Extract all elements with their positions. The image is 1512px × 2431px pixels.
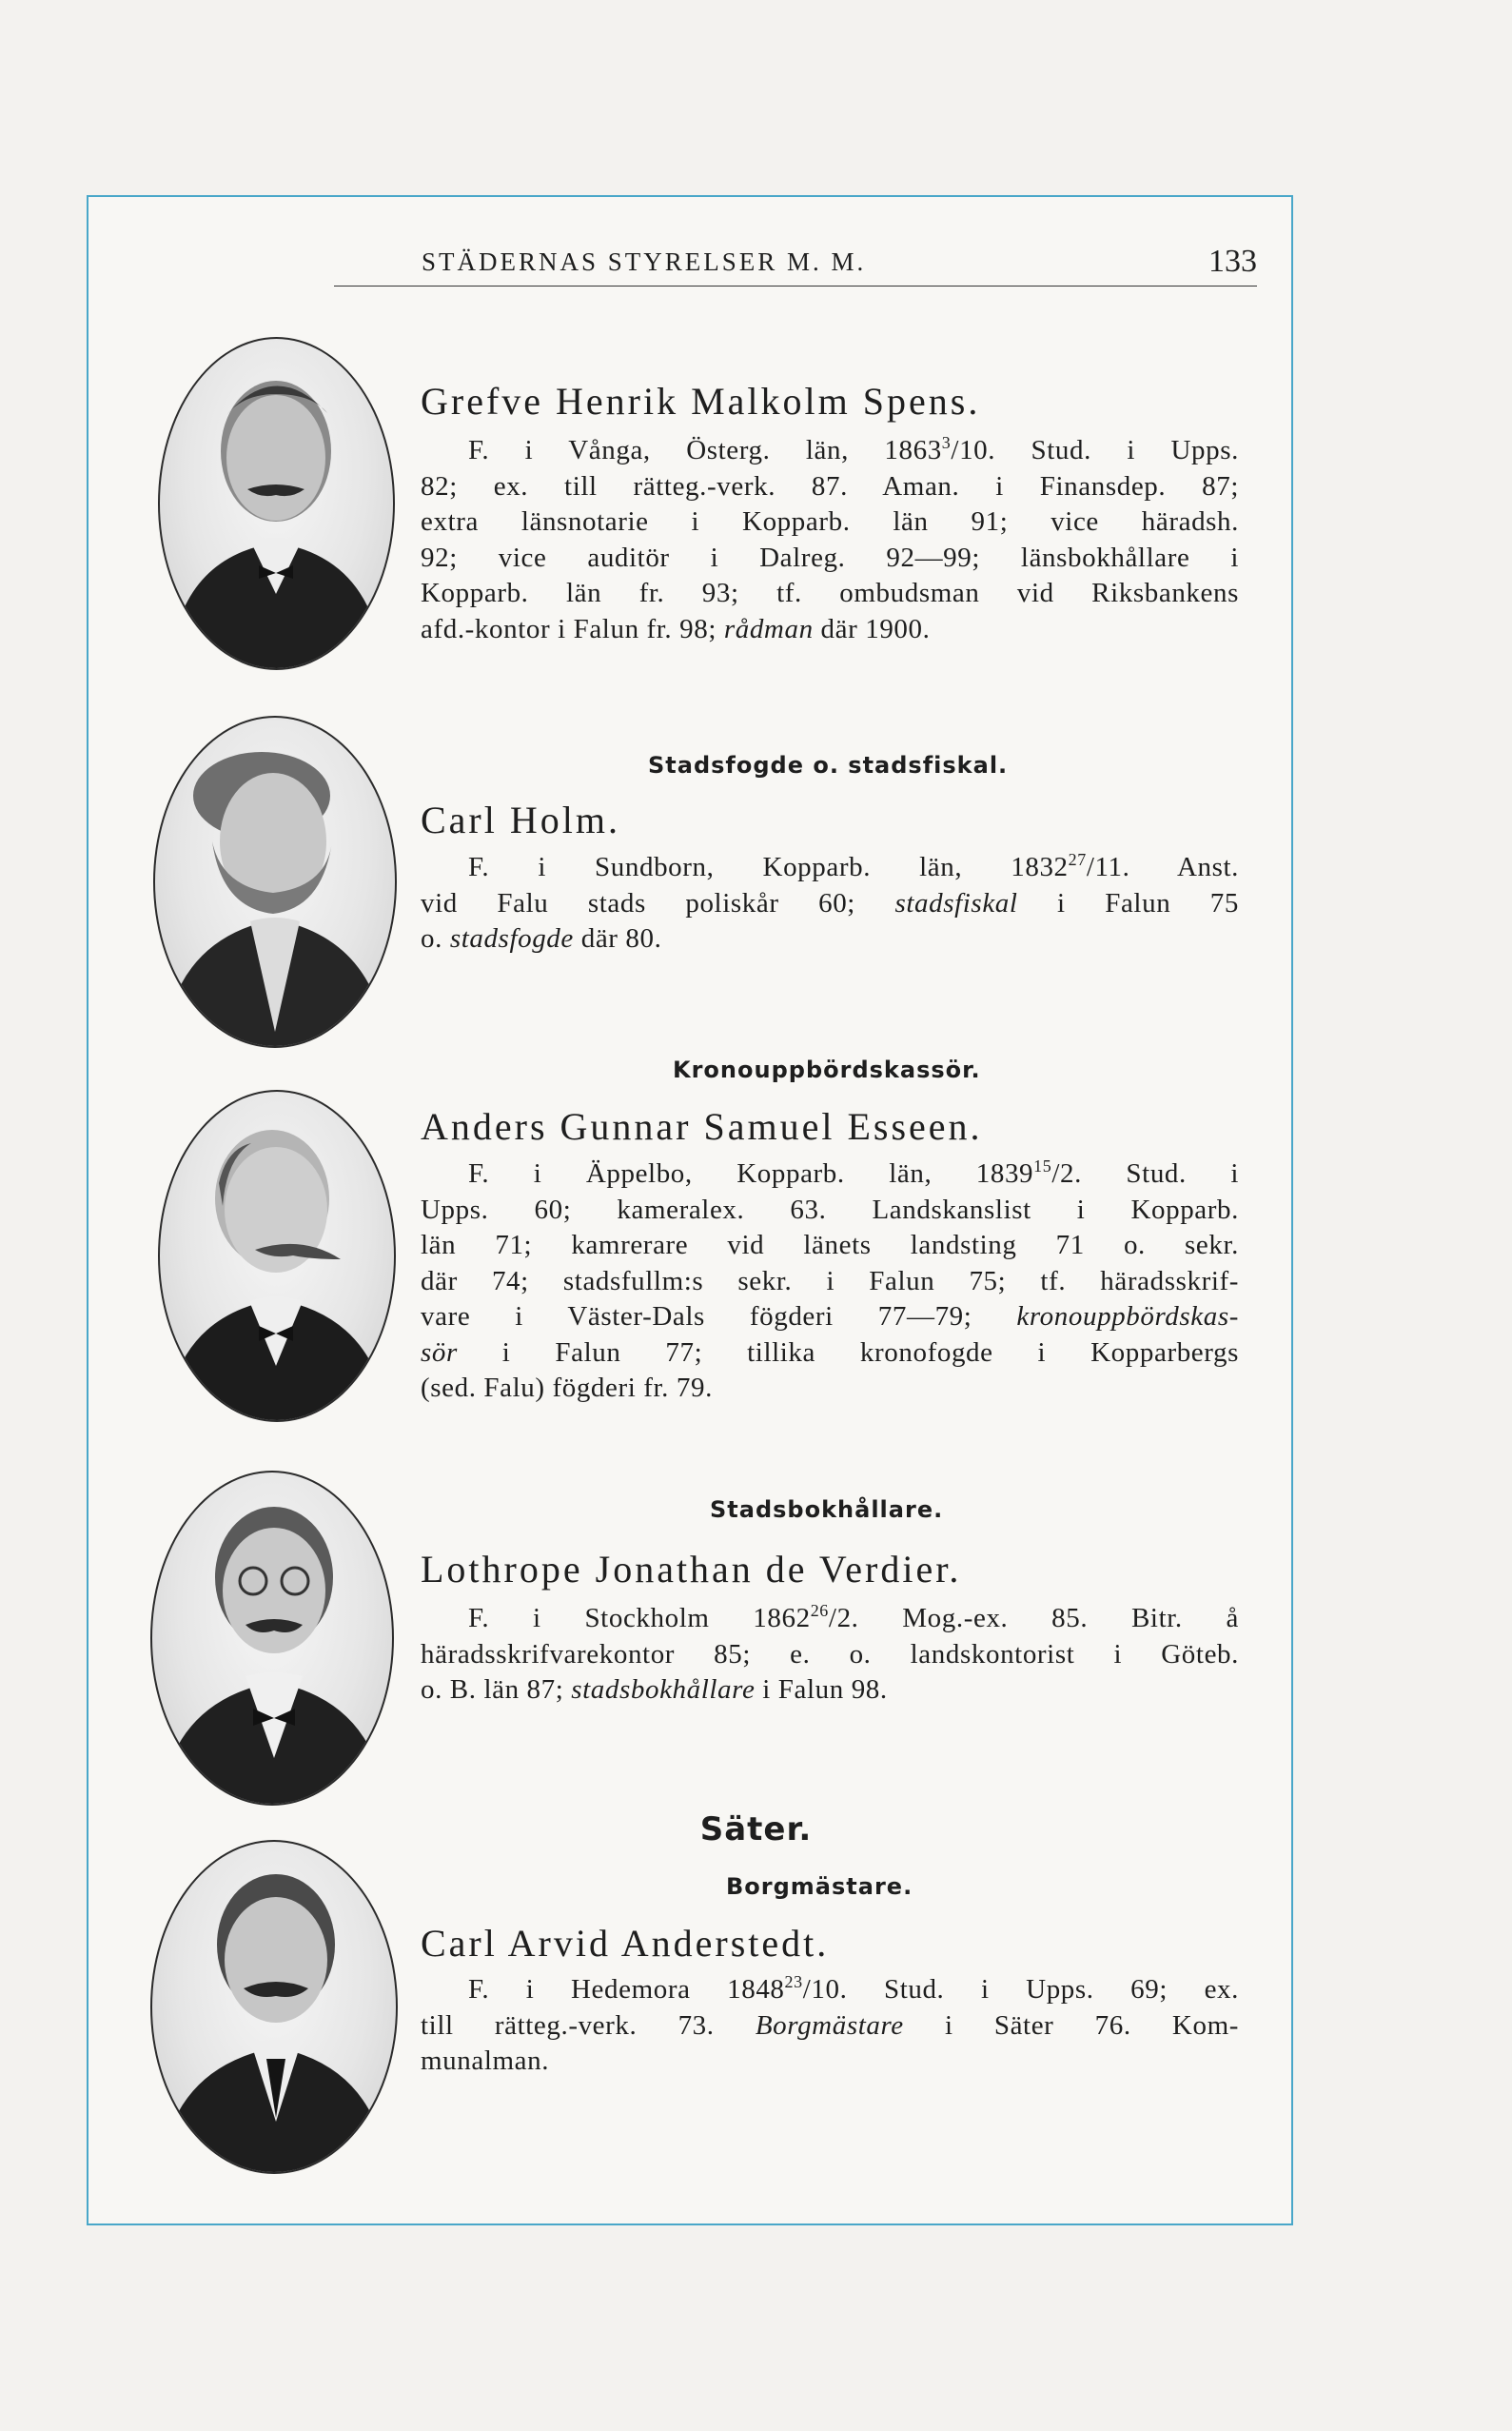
section-title: Säter. xyxy=(699,1810,813,1848)
portrait-anderstedt xyxy=(150,1840,398,2174)
entry-name: Lothrope Jonathan de Verdier. xyxy=(421,1548,962,1591)
bio-line xyxy=(421,1156,1239,1193)
bio-line xyxy=(421,1672,1239,1709)
bio-text: afd.-kontor i Falun fr. 98; xyxy=(421,613,724,644)
bio-line xyxy=(421,2044,1239,2080)
bio-text: F. i Äppelbo, Kopparb. län, 1839 xyxy=(468,1158,1034,1189)
bio-text: stadsbokhållare xyxy=(571,1674,756,1705)
entry-name: Anders Gunnar Samuel Esseen. xyxy=(421,1105,983,1148)
bio-text: /2. Stud. i xyxy=(1051,1158,1239,1189)
bio-line xyxy=(421,1299,1239,1335)
bio-text: o. B. län 87; xyxy=(421,1674,572,1705)
portrait-verdier xyxy=(150,1471,394,1806)
bio-text: 82; ex. till rätteg.-verk. 87. Aman. i Finansdep. 87; xyxy=(421,470,1239,502)
bio-text: där 80. xyxy=(573,923,662,954)
bio-line xyxy=(421,1972,1239,2008)
bio-text: /10. Stud. i Upps. 69; ex. xyxy=(802,1974,1239,2005)
bio-line xyxy=(421,1228,1239,1264)
bio-text: F. i Stockholm 1862 xyxy=(468,1603,811,1633)
bio-text: stadsfiskal xyxy=(894,887,1018,919)
entry-name: Carl Arvid Anderstedt. xyxy=(421,1922,830,1965)
bio-text: /11. Anst. xyxy=(1086,852,1239,882)
bio-text: till rätteg.-verk. 73. xyxy=(421,2009,756,2041)
bio-text: /10. Stud. i Upps. xyxy=(951,435,1239,465)
entry-heading: Kronouppbördskassör. xyxy=(673,1057,981,1083)
bio-line xyxy=(421,1335,1239,1372)
bio-text: vare i Väster-Dals fögderi 77—79; xyxy=(421,1301,1017,1332)
page-number: 133 xyxy=(1208,244,1257,279)
bio-line xyxy=(421,1264,1239,1300)
bio-line xyxy=(421,504,1239,541)
portrait-holm-image xyxy=(155,718,395,1046)
entry-name: Carl Holm. xyxy=(421,799,620,841)
bio-line xyxy=(421,850,1239,886)
portrait-spens-image xyxy=(160,339,393,668)
portrait-verdier-image xyxy=(152,1472,392,1804)
bio-text: Kopparb. län fr. 93; tf. ombudsman vid Riksbankens xyxy=(421,578,1239,608)
portrait-holm xyxy=(153,716,397,1048)
entry-heading: Stadsbokhållare. xyxy=(710,1496,944,1523)
bio-text: 27 xyxy=(1068,850,1087,869)
bio-text: där 74; stadsfullm:s sekr. i Falun 75; tf. häradsskrif- xyxy=(421,1265,1239,1296)
bio-text: stadsfogde xyxy=(449,923,574,954)
bio-text: i Falun 75 xyxy=(1017,887,1240,919)
bio-text: häradsskrifvarekontor 85; e. o. landskontorist i Göteb. xyxy=(421,1638,1239,1670)
entry-heading: Stadsfogde o. stadsfiskal. xyxy=(648,752,1009,779)
bio-text: F. i Hedemora 1848 xyxy=(468,1974,785,2005)
running-title: STÄDERNAS STYRELSER M. M. xyxy=(422,247,867,276)
bio-text: Borgmästare xyxy=(755,2009,904,2041)
bio-text: 3 xyxy=(941,433,952,452)
bio-text: sör xyxy=(421,1336,458,1368)
bio-text: kronouppbördskas- xyxy=(1016,1301,1239,1332)
bio-line xyxy=(421,612,1239,648)
portrait-esseen xyxy=(158,1090,396,1422)
bio-text: 92; vice auditör i Dalreg. 92—99; länsbokhållare i xyxy=(421,542,1239,573)
bio-text: F. i Vånga, Österg. län, 1863 xyxy=(468,435,942,465)
bio-text: rådman xyxy=(723,613,814,644)
portrait-anderstedt-image xyxy=(152,1842,396,2172)
entry-heading: Borgmästare. xyxy=(726,1873,913,1900)
bio-text: F. i Sundborn, Kopparb. län, 1832 xyxy=(468,852,1069,882)
bio-text: där 1900. xyxy=(813,613,931,644)
bio-text: (sed. Falu) fögderi fr. 79. xyxy=(421,1373,713,1403)
bio-line xyxy=(421,2008,1239,2045)
bio-line xyxy=(421,576,1239,612)
bio-text: extra länsnotarie i Kopparb. län 91; vice häradsh. xyxy=(421,506,1239,537)
portrait-spens xyxy=(158,337,395,670)
bio-text: vid Falu stads poliskår 60; xyxy=(421,887,895,919)
entry-bio xyxy=(421,433,1239,647)
entry-bio xyxy=(421,1972,1239,2080)
bio-line xyxy=(421,1193,1239,1229)
bio-text: 23 xyxy=(784,1972,803,1991)
bio-line xyxy=(421,541,1239,577)
bio-text: i Säter 76. Kom- xyxy=(903,2009,1239,2041)
bio-text: o. xyxy=(421,923,450,954)
bio-text: munalman. xyxy=(421,2046,550,2076)
bio-line xyxy=(421,921,1239,958)
entry-bio xyxy=(421,1156,1239,1407)
bio-line xyxy=(421,433,1239,469)
entry-bio xyxy=(421,1601,1239,1709)
bio-line xyxy=(421,886,1239,922)
bio-text: 15 xyxy=(1033,1156,1052,1176)
bio-text: i Falun 98. xyxy=(755,1674,888,1705)
bio-line xyxy=(421,1371,1239,1407)
bio-line xyxy=(421,1637,1239,1673)
bio-text: i Falun 77; tillika kronofogde i Kopparbergs xyxy=(457,1336,1239,1368)
entry-name: Grefve Henrik Malkolm Spens. xyxy=(421,380,981,423)
bio-text: /2. Mog.-ex. 85. Bitr. å xyxy=(828,1603,1239,1633)
bio-line xyxy=(421,469,1239,505)
bio-text: Upps. 60; kameralex. 63. Landskanslist i Kopparb. xyxy=(421,1194,1239,1225)
bio-text: län 71; kamrerare vid länets landsting 71 o. sekr. xyxy=(421,1230,1239,1260)
portrait-esseen-image xyxy=(160,1092,394,1420)
bio-line xyxy=(421,1601,1239,1637)
bio-text: 26 xyxy=(810,1601,829,1620)
running-head xyxy=(334,242,1257,287)
entry-bio xyxy=(421,850,1239,958)
